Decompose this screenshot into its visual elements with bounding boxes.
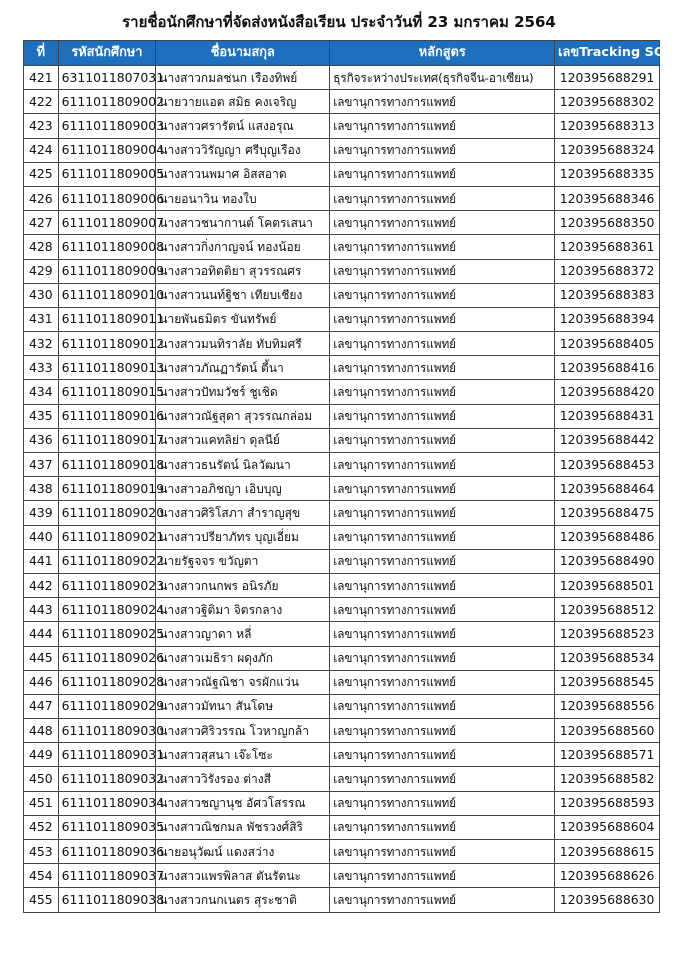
cell-tracking: 120395688405	[555, 332, 660, 356]
cell-student-id: 6111011809005	[58, 162, 156, 186]
cell-student-id: 6111011809015	[58, 380, 156, 404]
cell-name: นางสาวฐิติมา จิตรกลาง	[156, 598, 330, 622]
cell-no: 448	[24, 719, 59, 743]
table-row	[24, 525, 660, 549]
table-row	[24, 670, 660, 694]
cell-course: เลขานุการทางการแพทย์	[330, 404, 555, 428]
cell-course: เลขานุการทางการแพทย์	[330, 235, 555, 259]
cell-course: เลขานุการทางการแพทย์	[330, 477, 555, 501]
cell-name: นางสาวกิ่งกาญจน์ ทองน้อย	[156, 235, 330, 259]
table-row	[24, 501, 660, 525]
cell-no: 422	[24, 90, 59, 114]
cell-tracking: 120395688346	[555, 186, 660, 210]
cell-course: เลขานุการทางการแพทย์	[330, 162, 555, 186]
cell-tracking: 120395688604	[555, 815, 660, 839]
cell-student-id: 6111011809018	[58, 453, 156, 477]
cell-no: 455	[24, 888, 59, 912]
cell-course: เลขานุการทางการแพทย์	[330, 453, 555, 477]
cell-tracking: 120395688350	[555, 211, 660, 235]
cell-student-id: 6111011809037	[58, 864, 156, 888]
cell-student-id: 6111011809011	[58, 307, 156, 331]
cell-course: เลขานุการทางการแพทย์	[330, 211, 555, 235]
cell-no: 441	[24, 549, 59, 573]
cell-name: นางสาวแพรพิลาส ตันรัตนะ	[156, 864, 330, 888]
cell-student-id: 6111011809003	[58, 114, 156, 138]
cell-tracking: 120395688361	[555, 235, 660, 259]
cell-student-id: 6111011809019	[58, 477, 156, 501]
cell-tracking: 120395688545	[555, 670, 660, 694]
cell-tracking: 120395688394	[555, 307, 660, 331]
cell-tracking: 120395688324	[555, 138, 660, 162]
cell-no: 423	[24, 114, 59, 138]
cell-name: นางสาวนพมาศ อิสสอาด	[156, 162, 330, 186]
cell-name: นางสาวปัทมวัชร์ ชูเชิด	[156, 380, 330, 404]
cell-name: นางสาวแคทลิย่า ดุลนีย์	[156, 428, 330, 452]
table-row	[24, 332, 660, 356]
cell-tracking: 120395688512	[555, 598, 660, 622]
cell-tracking: 120395688313	[555, 114, 660, 138]
cell-course: ธุรกิจระหว่างประเทศ(ธุรกิจจีน-อาเซียน)	[330, 66, 555, 90]
cell-no: 421	[24, 66, 59, 90]
cell-tracking: 120395688571	[555, 743, 660, 767]
cell-name: นางสาวชนากานต์ โคตรเสนา	[156, 211, 330, 235]
cell-student-id: 6111011809008	[58, 235, 156, 259]
cell-course: เลขานุการทางการแพทย์	[330, 138, 555, 162]
table-row	[24, 888, 660, 912]
table-row	[24, 211, 660, 235]
table-row	[24, 356, 660, 380]
cell-tracking: 120395688302	[555, 90, 660, 114]
table-row	[24, 307, 660, 331]
cell-name: นางสาวณิชกมล พัชรวงศ์สิริ	[156, 815, 330, 839]
cell-course: เลขานุการทางการแพทย์	[330, 815, 555, 839]
cell-tracking: 120395688475	[555, 501, 660, 525]
cell-course: เลขานุการทางการแพทย์	[330, 573, 555, 597]
cell-student-id: 6111011809021	[58, 525, 156, 549]
table-row	[24, 864, 660, 888]
cell-student-id: 6111011809009	[58, 259, 156, 283]
cell-no: 453	[24, 840, 59, 864]
table-row	[24, 259, 660, 283]
cell-no: 435	[24, 404, 59, 428]
cell-no: 438	[24, 477, 59, 501]
cell-student-id: 6111011809022	[58, 549, 156, 573]
cell-no: 454	[24, 864, 59, 888]
cell-no: 442	[24, 573, 59, 597]
table-body	[24, 66, 660, 913]
cell-no: 447	[24, 694, 59, 718]
table-row	[24, 622, 660, 646]
table-row	[24, 404, 660, 428]
cell-tracking: 120395688501	[555, 573, 660, 597]
cell-student-id: 6111011809002	[58, 90, 156, 114]
table-row	[24, 573, 660, 597]
cell-tracking: 120395688560	[555, 719, 660, 743]
table-row	[24, 549, 660, 573]
cell-no: 444	[24, 622, 59, 646]
table-row	[24, 743, 660, 767]
cell-name: นางสาวมัทนา สันโดษ	[156, 694, 330, 718]
table-row	[24, 380, 660, 404]
cell-course: เลขานุการทางการแพทย์	[330, 864, 555, 888]
cell-course: เลขานุการทางการแพทย์	[330, 283, 555, 307]
cell-course: เลขานุการทางการแพทย์	[330, 670, 555, 694]
cell-name: นางสาวศิริโสภา สำราญสุข	[156, 501, 330, 525]
cell-course: เลขานุการทางการแพทย์	[330, 767, 555, 791]
cell-no: 436	[24, 428, 59, 452]
cell-name: นางสาวณัฐณิชา จรผักแว่น	[156, 670, 330, 694]
cell-course: เลขานุการทางการแพทย์	[330, 719, 555, 743]
cell-tracking: 120395688626	[555, 864, 660, 888]
cell-tracking: 120395688486	[555, 525, 660, 549]
cell-student-id: 6111011809023	[58, 573, 156, 597]
table-row	[24, 114, 660, 138]
cell-course: เลขานุการทางการแพทย์	[330, 743, 555, 767]
table-row	[24, 767, 660, 791]
cell-no: 449	[24, 743, 59, 767]
cell-tracking: 120395688523	[555, 622, 660, 646]
cell-student-id: 6111011809034	[58, 791, 156, 815]
cell-student-id: 6111011809004	[58, 138, 156, 162]
cell-tracking: 120395688464	[555, 477, 660, 501]
cell-no: 450	[24, 767, 59, 791]
cell-tracking: 120395688416	[555, 356, 660, 380]
cell-course: เลขานุการทางการแพทย์	[330, 114, 555, 138]
table-row	[24, 694, 660, 718]
cell-name: นางสาวศรารัตน์ แสงอรุณ	[156, 114, 330, 138]
cell-course: เลขานุการทางการแพทย์	[330, 525, 555, 549]
cell-course: เลขานุการทางการแพทย์	[330, 186, 555, 210]
cell-student-id: 6311011807031	[58, 66, 156, 90]
cell-student-id: 6111011809036	[58, 840, 156, 864]
cell-tracking: 120395688335	[555, 162, 660, 186]
table-row	[24, 162, 660, 186]
table-row	[24, 719, 660, 743]
header-tracking: เลขTracking SCG	[555, 41, 660, 66]
cell-no: 445	[24, 646, 59, 670]
cell-course: เลขานุการทางการแพทย์	[330, 598, 555, 622]
cell-student-id: 6111011809035	[58, 815, 156, 839]
cell-no: 431	[24, 307, 59, 331]
cell-no: 446	[24, 670, 59, 694]
cell-no: 439	[24, 501, 59, 525]
table-row	[24, 428, 660, 452]
cell-tracking: 120395688420	[555, 380, 660, 404]
table-row	[24, 815, 660, 839]
cell-course: เลขานุการทางการแพทย์	[330, 694, 555, 718]
cell-student-id: 6111011809029	[58, 694, 156, 718]
cell-no: 451	[24, 791, 59, 815]
cell-no: 424	[24, 138, 59, 162]
cell-student-id: 6111011809024	[58, 598, 156, 622]
cell-course: เลขานุการทางการแพทย์	[330, 307, 555, 331]
cell-tracking: 120395688534	[555, 646, 660, 670]
cell-name: นางสาวกนกเนตร สุระชาติ	[156, 888, 330, 912]
cell-name: นายวายแอต สมิธ คงเจริญ	[156, 90, 330, 114]
cell-tracking: 120395688442	[555, 428, 660, 452]
cell-student-id: 6111011809028	[58, 670, 156, 694]
cell-student-id: 6111011809031	[58, 743, 156, 767]
cell-student-id: 6111011809032	[58, 767, 156, 791]
cell-name: นางสาวมนทิราลัย ทับทิมศรี	[156, 332, 330, 356]
cell-name: นางสาวณัฐสุดา สุวรรณกล่อม	[156, 404, 330, 428]
header-name: ชื่อนามสกุล	[156, 41, 330, 66]
cell-name: นายอนุวัฒน์ แดงสว่าง	[156, 840, 330, 864]
cell-tracking: 120395688630	[555, 888, 660, 912]
table-row	[24, 138, 660, 162]
cell-course: เลขานุการทางการแพทย์	[330, 428, 555, 452]
cell-student-id: 6111011809025	[58, 622, 156, 646]
cell-name: นางสาวญาดา หลี่	[156, 622, 330, 646]
cell-no: 433	[24, 356, 59, 380]
cell-student-id: 6111011809007	[58, 211, 156, 235]
cell-no: 429	[24, 259, 59, 283]
cell-tracking: 120395688490	[555, 549, 660, 573]
cell-student-id: 6111011809038	[58, 888, 156, 912]
cell-tracking: 120395688593	[555, 791, 660, 815]
table-row	[24, 598, 660, 622]
table-header-row	[24, 41, 660, 66]
cell-name: นายรัฐจจร ขวัญตา	[156, 549, 330, 573]
cell-course: เลขานุการทางการแพทย์	[330, 888, 555, 912]
table-row	[24, 235, 660, 259]
cell-course: เลขานุการทางการแพทย์	[330, 90, 555, 114]
cell-course: เลขานุการทางการแพทย์	[330, 380, 555, 404]
cell-tracking: 120395688291	[555, 66, 660, 90]
cell-no: 425	[24, 162, 59, 186]
cell-course: เลขานุการทางการแพทย์	[330, 259, 555, 283]
cell-name: นางสาววิรัญญา ศรีบุญเรือง	[156, 138, 330, 162]
table-row	[24, 186, 660, 210]
cell-student-id: 6111011809016	[58, 404, 156, 428]
cell-no: 434	[24, 380, 59, 404]
cell-student-id: 6111011809010	[58, 283, 156, 307]
cell-student-id: 6111011809026	[58, 646, 156, 670]
cell-name: นางสาวภัณฏารัตน์ ตี้นา	[156, 356, 330, 380]
cell-name: นางสาวอภิชญา เอิบบุญ	[156, 477, 330, 501]
cell-student-id: 6111011809030	[58, 719, 156, 743]
cell-name: นางสาวกนกพร อนิรภัย	[156, 573, 330, 597]
page-title: รายชื่อนักศึกษาที่จัดส่งหนังสือเรียน ประจำวันที่ 23 มกราคม 2564	[122, 13, 556, 31]
cell-student-id: 6111011809013	[58, 356, 156, 380]
header-student-id: รหัสนักศึกษา	[58, 41, 156, 66]
cell-name: นายอนาวิน ทองใบ	[156, 186, 330, 210]
cell-course: เลขานุการทางการแพทย์	[330, 549, 555, 573]
cell-course: เลขานุการทางการแพทย์	[330, 840, 555, 864]
cell-student-id: 6111011809017	[58, 428, 156, 452]
table-row	[24, 646, 660, 670]
table-row	[24, 453, 660, 477]
cell-no: 443	[24, 598, 59, 622]
cell-tracking: 120395688372	[555, 259, 660, 283]
cell-tracking: 120395688615	[555, 840, 660, 864]
cell-no: 432	[24, 332, 59, 356]
cell-course: เลขานุการทางการแพทย์	[330, 332, 555, 356]
cell-course: เลขานุการทางการแพทย์	[330, 356, 555, 380]
cell-tracking: 120395688582	[555, 767, 660, 791]
cell-no: 428	[24, 235, 59, 259]
cell-name: นางสาวอทิตติยา สุวรรณศร	[156, 259, 330, 283]
cell-tracking: 120395688556	[555, 694, 660, 718]
table-row	[24, 840, 660, 864]
cell-name: นางสาววิรังรอง ต่างสี	[156, 767, 330, 791]
table-row	[24, 283, 660, 307]
cell-student-id: 6111011809012	[58, 332, 156, 356]
cell-name: นางสาวชญานุช อัศวโสรรณ	[156, 791, 330, 815]
cell-course: เลขานุการทางการแพทย์	[330, 622, 555, 646]
cell-name: นางสาวปรียาภัทร บุญเอี่ยม	[156, 525, 330, 549]
cell-name: นางสาวศิริวรรณ โวหาญกล้า	[156, 719, 330, 743]
table-row	[24, 90, 660, 114]
table-row	[24, 477, 660, 501]
cell-name: นางสาวเมธิรา ผดุงภัก	[156, 646, 330, 670]
cell-name: นางสาวสุสนา เจ๊ะโซะ	[156, 743, 330, 767]
cell-tracking: 120395688383	[555, 283, 660, 307]
header-course: หลักสูตร	[330, 41, 555, 66]
cell-no: 437	[24, 453, 59, 477]
header-no: ที่	[24, 41, 59, 66]
cell-course: เลขานุการทางการแพทย์	[330, 646, 555, 670]
cell-no: 440	[24, 525, 59, 549]
cell-tracking: 120395688453	[555, 453, 660, 477]
cell-name: นายพันธมิตร ขันทรัพย์	[156, 307, 330, 331]
cell-name: นางสาวธนรัตน์ นิลวัฒนา	[156, 453, 330, 477]
table-row	[24, 66, 660, 90]
cell-student-id: 6111011809020	[58, 501, 156, 525]
cell-no: 427	[24, 211, 59, 235]
student-table	[23, 40, 674, 913]
cell-name: นางสาวกมลชนก เรืองทิพย์	[156, 66, 330, 90]
cell-course: เลขานุการทางการแพทย์	[330, 791, 555, 815]
cell-student-id: 6111011809006	[58, 186, 156, 210]
cell-course: เลขานุการทางการแพทย์	[330, 501, 555, 525]
cell-tracking: 120395688431	[555, 404, 660, 428]
cell-no: 452	[24, 815, 59, 839]
cell-no: 430	[24, 283, 59, 307]
cell-name: นางสาวนนท์ฐิชา เทียบเชียง	[156, 283, 330, 307]
cell-no: 426	[24, 186, 59, 210]
table-row	[24, 791, 660, 815]
